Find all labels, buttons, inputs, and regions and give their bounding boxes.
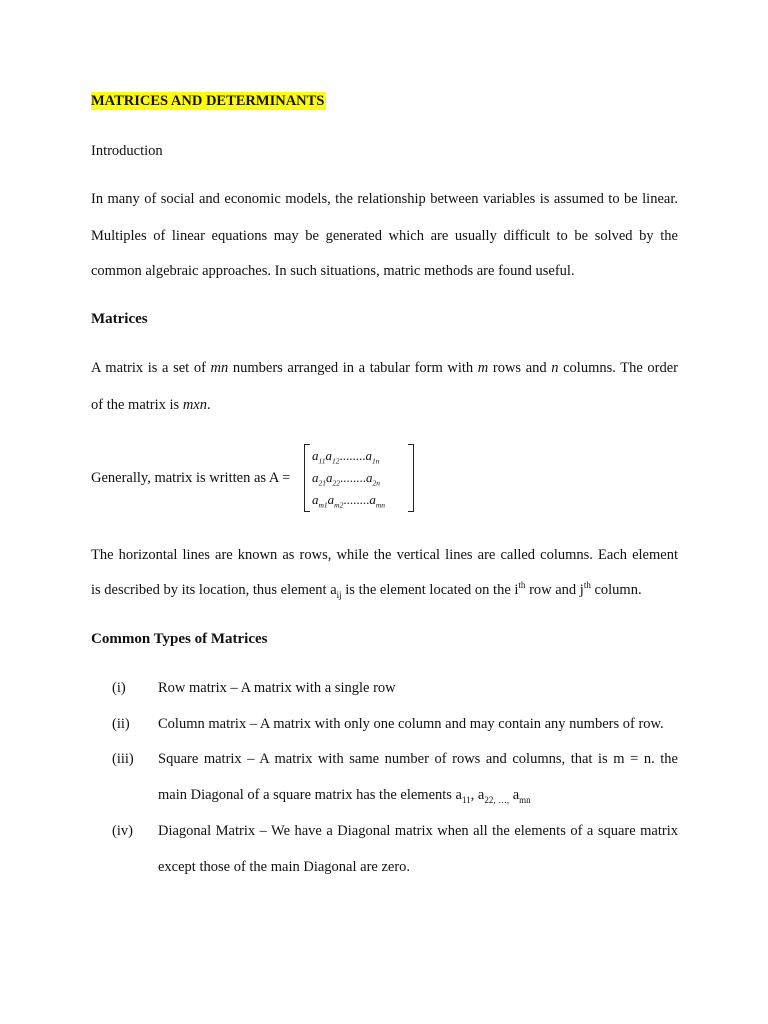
list-item-square-matrix: Square matrix – A matrix with same number of rows and columns, that is m = n. the	[158, 751, 678, 767]
rows-columns-line-2: is described by its location, thus element $a_{ij}$ is the element located on the $i^{th}$ row and $j^{th}$ column.	[91, 580, 642, 600]
right-bracket	[408, 444, 414, 512]
list-item-number: (ii)	[112, 716, 130, 732]
matrix-row-3: $a_{m1}a_{m2}........a_{mn}$	[312, 492, 386, 510]
list-item-square-matrix-continued: main Diagonal of a square matrix has the elements $a_{11}$, $a_{22, \dots,}$ $a_{mn}$	[158, 787, 531, 805]
list-item-number: (iv)	[112, 823, 133, 839]
intro-line-1: In many of social and economic models, the relationship between variables is assumed to be linear.	[91, 191, 678, 207]
list-item-row-matrix: Row matrix – A matrix with a single row	[158, 680, 396, 696]
matrix-definition-line-2: of the matrix is mxn.	[91, 397, 211, 413]
matrices-heading: Matrices	[91, 311, 148, 327]
introduction-heading: Introduction	[91, 143, 163, 159]
rows-columns-line-1: The horizontal lines are known as rows, while the vertical lines are called columns. Each element	[91, 547, 678, 563]
general-form-label: Generally, matrix is written as A =	[91, 470, 291, 486]
matrix-row-1: $a_{11}a_{12}........a_{1n}$	[312, 448, 380, 466]
left-bracket	[304, 444, 310, 512]
matrix-row-2: $a_{21}a_{22}........a_{2n}$	[312, 470, 380, 488]
list-item-number: (i)	[112, 680, 126, 696]
list-item-diagonal-matrix: Diagonal Matrix – We have a Diagonal matrix when all the elements of a square matrix	[158, 823, 678, 839]
common-types-heading: Common Types of Matrices	[91, 631, 268, 647]
intro-line-2: Multiples of linear equations may be generated which are usually difficult to be solved by the	[91, 228, 678, 244]
page-title: MATRICES AND DETERMINANTS	[91, 93, 325, 109]
list-item-diagonal-matrix-continued: except those of the main Diagonal are zero.	[158, 859, 411, 875]
list-item-number: (iii)	[112, 751, 134, 767]
matrix-definition-line-1: A matrix is a set of mn numbers arranged in a tabular form with m rows and n columns. The order	[91, 360, 678, 376]
general-matrix	[304, 444, 414, 511]
list-item-column-matrix: Column matrix – A matrix with only one column and may contain any numbers of row.	[158, 716, 664, 732]
intro-line-3: common algebraic approaches. In such situations, matric methods are found useful.	[91, 263, 575, 279]
